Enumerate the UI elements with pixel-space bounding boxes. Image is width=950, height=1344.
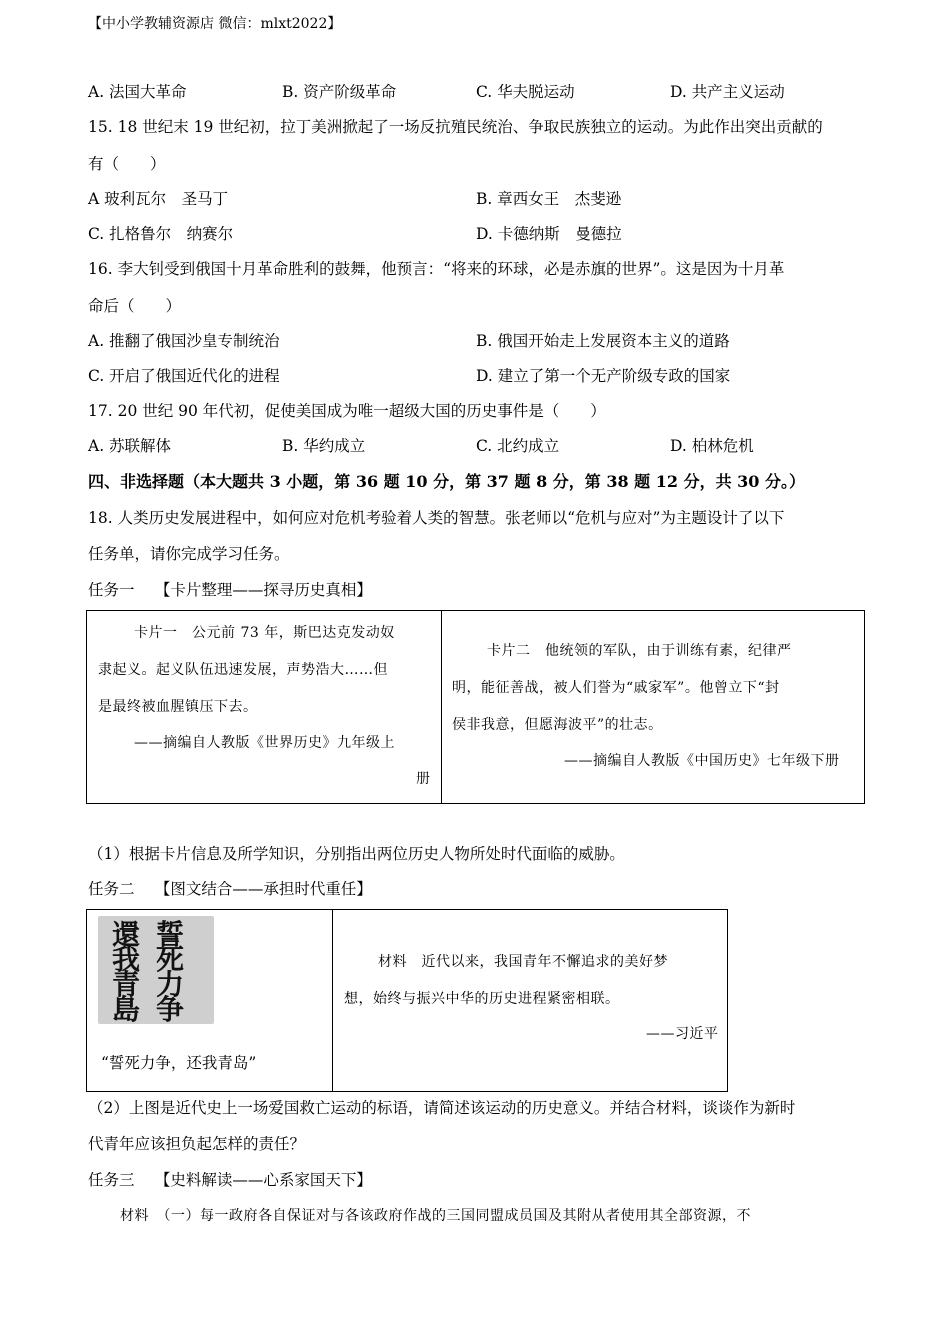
- task3-material-line: 材料 （一）每一政府各自保证对与各该政府作战的三国同盟成员国及其附从者使用其全部资源，不: [120, 1208, 751, 1224]
- q15-option-d: D. 卡德纳斯 曼德拉: [476, 225, 622, 243]
- q16-stem-line1: 16. 李大钊受到俄国十月革命胜利的鼓舞，他预言：“将来的环球，必是赤旗的世界”。这是因为十月革: [88, 260, 785, 278]
- card2-source: ——摘编自人教版《中国历史》七年级下册: [564, 753, 840, 769]
- card1-source: ——摘编自人教版《世界历史》九年级上: [134, 735, 395, 751]
- q14-option-d: D. 共产主义运动: [670, 83, 785, 101]
- q18-stem-line1: 18. 人类历史发展进程中，如何应对危机考验着人类的智慧。张老师以“危机与应对”为主题设计了以下: [88, 509, 785, 527]
- task2-material-source: ——习近平: [646, 1026, 719, 1042]
- card1-line1: 卡片一 公元前 73 年，斯巴达克发动奴: [134, 625, 395, 641]
- section-heading: 四、非选择题（本大题共 3 小题，第 36 题 10 分，第 37 题 8 分，第 38 题 12 分，共 30 分。）: [88, 472, 805, 491]
- task2-material-line1: 材料 近代以来，我国青年不懈追求的美好梦: [378, 954, 668, 970]
- q15-option-a: A 玻利瓦尔 圣马丁: [88, 190, 229, 208]
- slogan-char: 死: [156, 943, 185, 976]
- q17-option-d: D. 柏林危机: [670, 437, 754, 455]
- header-watermark: 【中小学教辅资源店 微信：mlxt2022】: [88, 16, 342, 32]
- q18-stem-line2: 任务单，请你完成学习任务。: [88, 545, 290, 563]
- task2-question-line2: 代青年应该担负起怎样的责任？: [88, 1135, 306, 1153]
- card2-line1: 卡片二 他统领的军队，由于训练有素，纪律严: [487, 643, 792, 659]
- card-divider: [441, 610, 442, 804]
- task2-title: 任务二 【图文结合——承担时代重任】: [88, 880, 372, 898]
- card2-line3: 侯非我意，但愿海波平”的壮志。: [452, 717, 663, 733]
- q14-option-a: A. 法国大革命: [88, 83, 187, 101]
- slogan-char: 我: [112, 943, 141, 976]
- task1-title: 任务一 【卡片整理——探寻历史真相】: [88, 581, 372, 599]
- slogan-char: 誓: [156, 918, 185, 951]
- task2-divider: [332, 909, 333, 1092]
- card1-line2: 隶起义。起义队伍迅速发展，声势浩大……但: [98, 662, 388, 678]
- q16-option-c: C. 开启了俄国近代化的进程: [88, 367, 280, 385]
- slogan-char: 島: [112, 993, 141, 1026]
- slogan-banner-image: [98, 916, 214, 1024]
- q16-option-a: A. 推翻了俄国沙皇专制统治: [88, 332, 280, 350]
- slogan-char: 青: [112, 968, 141, 1001]
- task2-question-line1: （2）上图是近代史上一场爱国救亡运动的标语，请简述该运动的历史意义。并结合材料，谈谈作为新时: [88, 1099, 796, 1117]
- q14-option-c: C. 华夫脱运动: [476, 83, 575, 101]
- q14-option-b: B. 资产阶级革命: [282, 83, 397, 101]
- q16-option-d: D. 建立了第一个无产阶级专政的国家: [476, 367, 731, 385]
- q16-stem-line2: 命后（ ）: [88, 297, 182, 315]
- slogan-char: 力: [156, 968, 185, 1001]
- card1-line3: 是最终被血腥镇压下去。: [98, 699, 258, 715]
- q15-stem-line1: 15. 18 世纪末 19 世纪初，拉丁美洲掀起了一场反抗殖民统治、争取民族独立的运动。为此作出突出贡献的: [88, 118, 823, 136]
- q15-option-b: B. 章西女王 杰斐逊: [476, 190, 622, 208]
- card1-source-end: 册: [416, 771, 431, 787]
- card2-line2: 明，能征善战，被人们誉为“戚家军”。他曾立下“封: [452, 680, 780, 696]
- task2-material-line2: 想，始终与振兴中华的历史进程紧密相联。: [344, 991, 620, 1007]
- q16-option-b: B. 俄国开始走上发展资本主义的道路: [476, 332, 730, 350]
- task3-title: 任务三 【史料解读——心系家国天下】: [88, 1171, 372, 1189]
- slogan-char: 争: [156, 993, 185, 1026]
- q17-option-c: C. 北约成立: [476, 437, 560, 455]
- slogan-caption: “誓死力争，还我青岛”: [101, 1054, 257, 1072]
- slogan-char: 還: [112, 918, 141, 951]
- q17-option-a: A. 苏联解体: [88, 437, 172, 455]
- task1-question: （1）根据卡片信息及所学知识，分别指出两位历史人物所处时代面临的威胁。: [88, 845, 625, 863]
- q17-stem: 17. 20 世纪 90 年代初，促使美国成为唯一超级大国的历史事件是（ ）: [88, 402, 606, 420]
- q15-option-c: C. 扎格鲁尔 纳赛尔: [88, 225, 234, 243]
- q15-stem-line2: 有（ ）: [88, 155, 166, 173]
- q17-option-b: B. 华约成立: [282, 437, 366, 455]
